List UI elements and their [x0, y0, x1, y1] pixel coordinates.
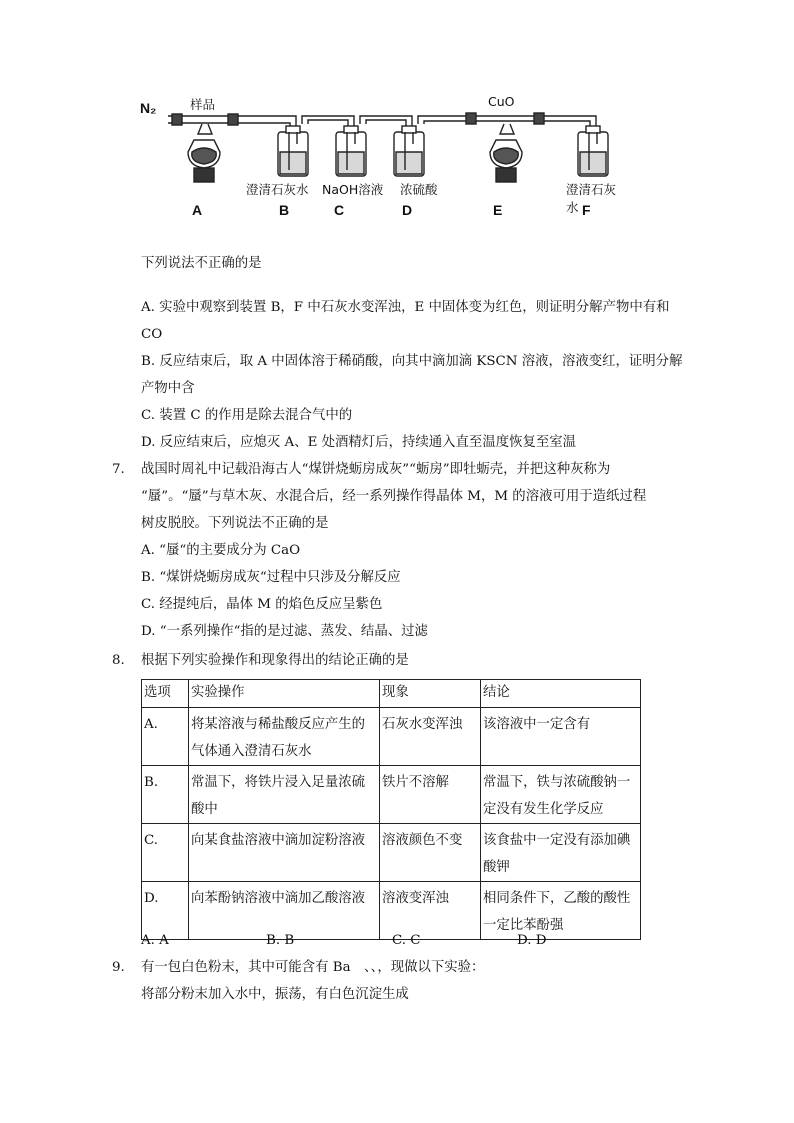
- q6-option-b-line1: B. 反应结束后，取 A 中固体溶于稀硝酸，向其中滴加滴 KSCN 溶液，溶液变红，证明分解: [141, 354, 683, 369]
- row-d-option: D.: [142, 882, 189, 940]
- q7-option-b: B. “煤饼烧蛎房成灰“过程中只涉及分解反应: [141, 570, 401, 585]
- row-c-operation: 向某食盐溶液中滴加淀粉溶液: [189, 824, 380, 882]
- letter-b: B: [279, 202, 290, 218]
- row-c-option: C.: [142, 824, 189, 882]
- row-b-phenomenon: 铁片不溶解: [380, 766, 481, 824]
- row-b-option: B.: [142, 766, 189, 824]
- q8-choice-b: B. B: [266, 933, 295, 948]
- letter-f: F: [582, 202, 591, 218]
- row-a-operation: 将某溶液与稀盐酸反应产生的气体通入澄清石灰水: [189, 708, 380, 766]
- q6-stem: 下列说法不正确的是: [141, 256, 262, 271]
- q7-option-c: C. 经提纯后，晶体 M 的焰色反应呈紫色: [141, 597, 383, 612]
- header-operation: 实验操作: [189, 680, 380, 708]
- table-row: [142, 824, 641, 882]
- header-phenomenon: 现象: [380, 680, 481, 708]
- q8-choice-a: A. A: [141, 933, 169, 948]
- letter-a: A: [192, 202, 203, 218]
- q7-option-d: D. “一系列操作“指的是过滤、蒸发、结晶、过滤: [141, 624, 428, 639]
- q7-number: 7.: [112, 462, 125, 477]
- q7-stem-line2: “蜃”。“蜃”与草木灰、水混合后，经一系列操作得晶体 M，M 的溶液可用于造纸过程: [141, 489, 647, 504]
- row-c-phenomenon: 溶液颜色不变: [380, 824, 481, 882]
- header-option: 选项: [142, 680, 189, 708]
- row-d-conclusion: 相同条件下，乙酸的酸性一定比苯酚强: [481, 882, 641, 940]
- table-row: [142, 882, 641, 940]
- q7-option-a: A. “蜃“的主要成分为 CaO: [141, 543, 301, 558]
- q8-choice-d: D. D: [517, 933, 547, 948]
- q6-option-d: D. 反应结束后，应熄灭 A、E 处酒精灯后，持续通入直至温度恢复至室温: [141, 435, 577, 450]
- q7-stem-line1: 战国时周礼中记载沿海古人“煤饼烧蛎房成灰”“蛎房”即牡蛎壳，并把这种灰称为: [141, 462, 611, 477]
- cuo-label: CuO: [488, 94, 515, 109]
- reagent-c-label: NaOH溶液: [322, 182, 384, 197]
- q9-number: 9.: [112, 960, 125, 975]
- apparatus-drawing: [136, 94, 616, 224]
- n2-label: N₂: [140, 100, 157, 116]
- apparatus-diagram: [136, 94, 616, 224]
- q7-stem-line3: 树皮脱胶。下列说法不正确的是: [141, 516, 329, 531]
- q8-stem: 根据下列实验操作和现象得出的结论正确的是: [141, 653, 409, 668]
- q8-number: 8.: [112, 653, 125, 668]
- row-b-conclusion: 常温下，铁与浓硫酸钠一定没有发生化学反应: [481, 766, 641, 824]
- q6-option-c: C. 装置 C 的作用是除去混合气中的: [141, 408, 353, 423]
- q8-choice-c: C. C: [392, 933, 421, 948]
- row-c-conclusion: 该食盐中一定没有添加碘酸钾: [481, 824, 641, 882]
- q9-stem: 有一包白色粉末，其中可能含有 Ba 、、，现做以下实验：: [141, 960, 485, 975]
- q8-table: [141, 679, 641, 940]
- sample-label: 样品: [190, 97, 216, 112]
- table-row: [142, 766, 641, 824]
- row-a-option: A.: [142, 708, 189, 766]
- table-header-row: [142, 680, 641, 708]
- reagent-d-label: 浓硫酸: [400, 182, 438, 197]
- letter-c: C: [334, 202, 345, 218]
- q6-option-b-line2: 产物中含: [141, 381, 195, 396]
- row-b-operation: 常温下，将铁片浸入足量浓硫酸中: [189, 766, 380, 824]
- q6-option-a-line1: A. 实验中观察到装置 B，F 中石灰水变浑浊，E 中固体变为红色，则证明分解产物中有和: [141, 300, 670, 315]
- row-d-phenomenon: 溶液变浑浊: [380, 882, 481, 940]
- letter-d: D: [402, 202, 413, 218]
- row-a-phenomenon: 石灰水变浑浊: [380, 708, 481, 766]
- q6-option-a-line2: CO: [141, 327, 163, 342]
- row-d-operation: 向苯酚钠溶液中滴加乙酸溶液: [189, 882, 380, 940]
- q9-line2: 将部分粉末加入水中，振荡，有白色沉淀生成: [141, 987, 409, 1002]
- table-row: [142, 708, 641, 766]
- header-conclusion: 结论: [481, 680, 641, 708]
- letter-e: E: [493, 202, 503, 218]
- reagent-f-label: 澄清石灰水: [566, 182, 617, 215]
- row-a-conclusion: 该溶液中一定含有: [481, 708, 641, 766]
- reagent-b-label: 澄清石灰水: [246, 182, 309, 197]
